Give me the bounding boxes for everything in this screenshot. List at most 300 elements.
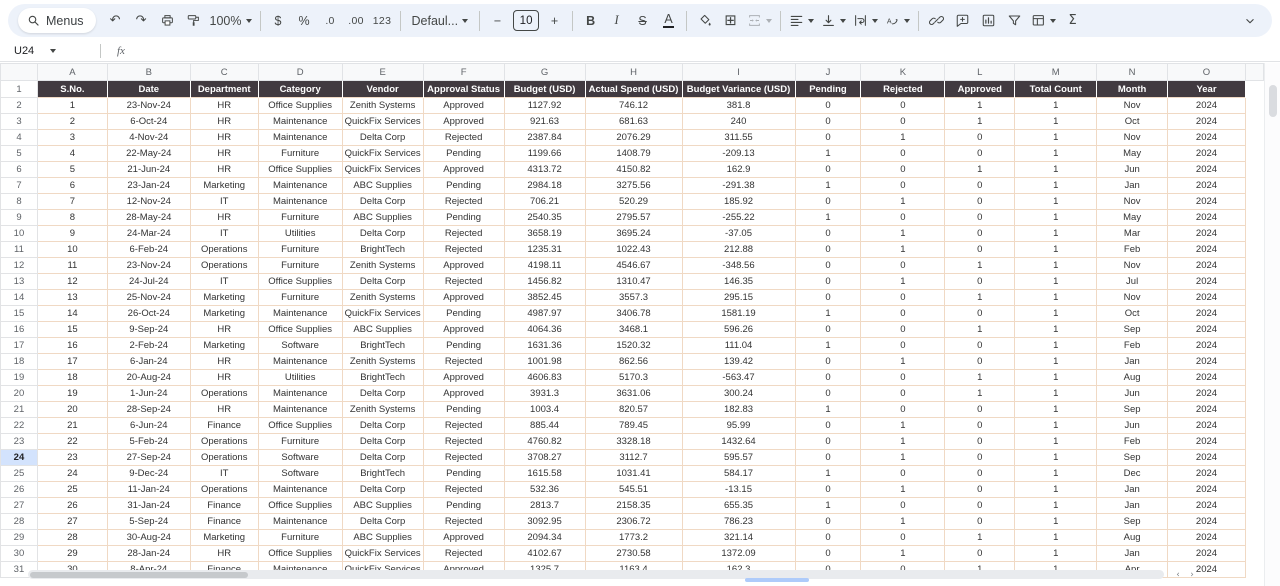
row-header-31[interactable]: 31 [1,562,38,578]
data-cell-K27[interactable]: 0 [861,498,945,514]
data-cell-A5[interactable]: 4 [37,146,107,162]
data-cell-H5[interactable]: 1408.79 [585,146,682,162]
vertical-scroll-thumb[interactable] [1269,85,1277,117]
data-cell-L24[interactable]: 0 [945,450,1015,466]
row-header-1[interactable]: 1 [1,81,38,98]
data-cell-B19[interactable]: 20-Aug-24 [107,370,190,386]
data-cell-H18[interactable]: 862.56 [585,354,682,370]
data-cell-A27[interactable]: 26 [37,498,107,514]
data-cell-M21[interactable]: 1 [1015,402,1097,418]
data-cell-L10[interactable]: 0 [945,226,1015,242]
data-cell-A16[interactable]: 15 [37,322,107,338]
data-cell-J28[interactable]: 0 [795,514,861,530]
data-cell-H14[interactable]: 3557.3 [585,290,682,306]
data-cell-I27[interactable]: 655.35 [682,498,795,514]
print-button[interactable] [155,8,180,33]
data-cell-M28[interactable]: 1 [1015,514,1097,530]
data-cell-J27[interactable]: 1 [795,498,861,514]
data-cell-J17[interactable]: 1 [795,338,861,354]
data-cell-M24[interactable]: 1 [1015,450,1097,466]
data-cell-D22[interactable]: Office Supplies [258,418,342,434]
data-cell-C10[interactable]: IT [190,226,258,242]
data-cell-J7[interactable]: 1 [795,178,861,194]
data-cell-E30[interactable]: QuickFix Services [342,546,423,562]
data-cell-L29[interactable]: 1 [945,530,1015,546]
data-cell-C4[interactable]: HR [190,130,258,146]
data-cell-G19[interactable]: 4606.83 [504,370,585,386]
data-cell-N21[interactable]: Sep [1097,402,1168,418]
data-cell-N17[interactable]: Feb [1097,338,1168,354]
data-cell-E12[interactable]: Zenith Systems [342,258,423,274]
data-cell-C13[interactable]: IT [190,274,258,290]
data-cell-D24[interactable]: Software [258,450,342,466]
data-cell-K8[interactable]: 1 [861,194,945,210]
data-cell-A24[interactable]: 23 [37,450,107,466]
header-cell[interactable]: Pending [795,81,861,98]
data-cell-B10[interactable]: 24-Mar-24 [107,226,190,242]
data-cell-F2[interactable]: Approved [423,98,504,114]
data-cell-K14[interactable]: 0 [861,290,945,306]
data-cell-B24[interactable]: 27-Sep-24 [107,450,190,466]
data-cell-D11[interactable]: Furniture [258,242,342,258]
decrease-font-size-button[interactable]: − [493,13,502,28]
data-cell-N13[interactable]: Jul [1097,274,1168,290]
data-cell-O22[interactable]: 2024 [1168,418,1246,434]
data-cell-B11[interactable]: 6-Feb-24 [107,242,190,258]
data-cell-I15[interactable]: 1581.19 [682,306,795,322]
data-cell-M9[interactable]: 1 [1015,210,1097,226]
row-header-19[interactable]: 19 [1,370,38,386]
header-cell[interactable]: Rejected [861,81,945,98]
data-cell-N24[interactable]: Sep [1097,450,1168,466]
data-cell-J5[interactable]: 1 [795,146,861,162]
data-cell-O2[interactable]: 2024 [1168,98,1246,114]
data-cell-J20[interactable]: 0 [795,386,861,402]
data-cell-O24[interactable]: 2024 [1168,450,1246,466]
data-cell-E23[interactable]: Delta Corp [342,434,423,450]
data-cell-L15[interactable]: 0 [945,306,1015,322]
data-cell-C17[interactable]: Marketing [190,338,258,354]
data-cell-G4[interactable]: 2387.84 [504,130,585,146]
column-header-B[interactable]: B [107,64,190,81]
data-cell-L16[interactable]: 1 [945,322,1015,338]
data-cell-J8[interactable]: 0 [795,194,861,210]
data-cell-H3[interactable]: 681.63 [585,114,682,130]
data-cell-D8[interactable]: Maintenance [258,194,342,210]
data-cell-E11[interactable]: BrightTech [342,242,423,258]
data-cell-K30[interactable]: 1 [861,546,945,562]
data-cell-H8[interactable]: 520.29 [585,194,682,210]
scroll-left-button[interactable]: ‹ [1176,570,1180,580]
data-cell-I4[interactable]: 311.55 [682,130,795,146]
data-cell-A11[interactable]: 10 [37,242,107,258]
data-cell-L20[interactable]: 1 [945,386,1015,402]
data-cell-J24[interactable]: 0 [795,450,861,466]
data-cell-H19[interactable]: 5170.3 [585,370,682,386]
data-cell-O26[interactable]: 2024 [1168,482,1246,498]
data-cell-D17[interactable]: Software [258,338,342,354]
data-cell-C3[interactable]: HR [190,114,258,130]
row-header-11[interactable]: 11 [1,242,38,258]
data-cell-K4[interactable]: 1 [861,130,945,146]
data-cell-D28[interactable]: Maintenance [258,514,342,530]
data-cell-I3[interactable]: 240 [682,114,795,130]
data-cell-C23[interactable]: Operations [190,434,258,450]
data-cell-A13[interactable]: 12 [37,274,107,290]
data-cell-C12[interactable]: Operations [190,258,258,274]
data-cell-O27[interactable]: 2024 [1168,498,1246,514]
data-cell-G6[interactable]: 4313.72 [504,162,585,178]
data-cell-G14[interactable]: 3852.45 [504,290,585,306]
data-cell-D30[interactable]: Office Supplies [258,546,342,562]
data-cell-F13[interactable]: Rejected [423,274,504,290]
data-cell-C18[interactable]: HR [190,354,258,370]
data-cell-B21[interactable]: 28-Sep-24 [107,402,190,418]
menus-search[interactable] [18,8,96,33]
data-cell-E21[interactable]: Zenith Systems [342,402,423,418]
data-cell-D20[interactable]: Maintenance [258,386,342,402]
text-rotation-button[interactable] [882,8,913,33]
data-cell-M26[interactable]: 1 [1015,482,1097,498]
data-cell-K10[interactable]: 1 [861,226,945,242]
data-cell-J12[interactable]: 0 [795,258,861,274]
data-cell-G10[interactable]: 3658.19 [504,226,585,242]
select-all-corner[interactable] [1,64,38,81]
data-cell-C15[interactable]: Marketing [190,306,258,322]
data-cell-L14[interactable]: 1 [945,290,1015,306]
data-cell-G23[interactable]: 4760.82 [504,434,585,450]
data-cell-L28[interactable]: 0 [945,514,1015,530]
data-cell-L7[interactable]: 0 [945,178,1015,194]
data-cell-H12[interactable]: 4546.67 [585,258,682,274]
data-cell-C16[interactable]: HR [190,322,258,338]
data-cell-C25[interactable]: IT [190,466,258,482]
functions-button[interactable] [1060,8,1085,33]
data-cell-G21[interactable]: 1003.4 [504,402,585,418]
data-cell-M23[interactable]: 1 [1015,434,1097,450]
data-cell-A14[interactable]: 13 [37,290,107,306]
row-header-16[interactable]: 16 [1,322,38,338]
row-header-8[interactable]: 8 [1,194,38,210]
strikethrough-button[interactable]: S [638,13,647,28]
column-header-E[interactable]: E [342,64,423,81]
data-cell-M10[interactable]: 1 [1015,226,1097,242]
data-cell-O13[interactable]: 2024 [1168,274,1246,290]
data-cell-E5[interactable]: QuickFix Services [342,146,423,162]
data-cell-G22[interactable]: 885.44 [504,418,585,434]
data-cell-O3[interactable]: 2024 [1168,114,1246,130]
data-cell-H11[interactable]: 1022.43 [585,242,682,258]
data-cell-G25[interactable]: 1615.58 [504,466,585,482]
horizontal-scrollbar[interactable] [28,570,1164,579]
data-cell-D15[interactable]: Maintenance [258,306,342,322]
data-cell-N9[interactable]: May [1097,210,1168,226]
horizontal-scroll-thumb[interactable] [30,572,248,578]
data-cell-F20[interactable]: Approved [423,386,504,402]
data-cell-M19[interactable]: 1 [1015,370,1097,386]
row-header-3[interactable]: 3 [1,114,38,130]
data-cell-K17[interactable]: 0 [861,338,945,354]
row-header-18[interactable]: 18 [1,354,38,370]
data-cell-I9[interactable]: -255.22 [682,210,795,226]
data-cell-A21[interactable]: 20 [37,402,107,418]
data-cell-L4[interactable]: 0 [945,130,1015,146]
header-cell[interactable]: Approval Status [423,81,504,98]
data-cell-I22[interactable]: 95.99 [682,418,795,434]
increase-decimal-button[interactable]: .00 [348,14,364,27]
data-cell-A7[interactable]: 6 [37,178,107,194]
data-cell-K26[interactable]: 1 [861,482,945,498]
data-cell-F22[interactable]: Rejected [423,418,504,434]
header-cell[interactable]: Date [107,81,190,98]
data-cell-D16[interactable]: Office Supplies [258,322,342,338]
merge-cells-button[interactable] [744,8,775,33]
data-cell-G17[interactable]: 1631.36 [504,338,585,354]
data-cell-M29[interactable]: 1 [1015,530,1097,546]
data-cell-B2[interactable]: 23-Nov-24 [107,98,190,114]
data-cell-E14[interactable]: Zenith Systems [342,290,423,306]
data-cell-E27[interactable]: ABC Supplies [342,498,423,514]
data-cell-D7[interactable]: Maintenance [258,178,342,194]
data-cell-K24[interactable]: 1 [861,450,945,466]
data-cell-E22[interactable]: Delta Corp [342,418,423,434]
data-cell-O16[interactable]: 2024 [1168,322,1246,338]
data-cell-G2[interactable]: 1127.92 [504,98,585,114]
header-cell[interactable]: Budget (USD) [504,81,585,98]
data-cell-I5[interactable]: -209.13 [682,146,795,162]
data-cell-E9[interactable]: ABC Supplies [342,210,423,226]
data-cell-H16[interactable]: 3468.1 [585,322,682,338]
header-cell[interactable]: Year [1168,81,1246,98]
data-cell-H27[interactable]: 2158.35 [585,498,682,514]
data-cell-K18[interactable]: 1 [861,354,945,370]
data-cell-J26[interactable]: 0 [795,482,861,498]
data-cell-A23[interactable]: 22 [37,434,107,450]
data-cell-F16[interactable]: Approved [423,322,504,338]
data-cell-K7[interactable]: 0 [861,178,945,194]
data-cell-H6[interactable]: 4150.82 [585,162,682,178]
data-cell-C19[interactable]: HR [190,370,258,386]
data-cell-B4[interactable]: 4-Nov-24 [107,130,190,146]
column-header-D[interactable]: D [258,64,342,81]
data-cell-F25[interactable]: Pending [423,466,504,482]
data-cell-I24[interactable]: 595.57 [682,450,795,466]
header-cell[interactable]: Actual Spend (USD) [585,81,682,98]
data-cell-B17[interactable]: 2-Feb-24 [107,338,190,354]
data-cell-B8[interactable]: 12-Nov-24 [107,194,190,210]
data-cell-J21[interactable]: 1 [795,402,861,418]
data-cell-M16[interactable]: 1 [1015,322,1097,338]
data-cell-L25[interactable]: 0 [945,466,1015,482]
data-cell-O19[interactable]: 2024 [1168,370,1246,386]
data-cell-A19[interactable]: 18 [37,370,107,386]
data-cell-E6[interactable]: QuickFix Services [342,162,423,178]
data-cell-F4[interactable]: Rejected [423,130,504,146]
data-cell-N7[interactable]: Jan [1097,178,1168,194]
data-cell-M22[interactable]: 1 [1015,418,1097,434]
data-cell-D10[interactable]: Utilities [258,226,342,242]
row-header-20[interactable]: 20 [1,386,38,402]
data-cell-A2[interactable]: 1 [37,98,107,114]
data-cell-E16[interactable]: ABC Supplies [342,322,423,338]
data-cell-A4[interactable]: 3 [37,130,107,146]
data-cell-I10[interactable]: -37.05 [682,226,795,242]
data-cell-C6[interactable]: HR [190,162,258,178]
data-cell-H25[interactable]: 1031.41 [585,466,682,482]
data-cell-D5[interactable]: Furniture [258,146,342,162]
data-cell-H9[interactable]: 2795.57 [585,210,682,226]
data-cell-O28[interactable]: 2024 [1168,514,1246,530]
data-cell-G11[interactable]: 1235.31 [504,242,585,258]
text-color-button[interactable] [656,8,681,33]
data-cell-J9[interactable]: 1 [795,210,861,226]
data-cell-O18[interactable]: 2024 [1168,354,1246,370]
data-cell-K12[interactable]: 0 [861,258,945,274]
data-cell-I28[interactable]: 786.23 [682,514,795,530]
data-cell-G30[interactable]: 4102.67 [504,546,585,562]
data-cell-H28[interactable]: 2306.72 [585,514,682,530]
data-cell-I25[interactable]: 584.17 [682,466,795,482]
data-cell-J13[interactable]: 0 [795,274,861,290]
data-cell-F11[interactable]: Rejected [423,242,504,258]
data-cell-J29[interactable]: 0 [795,530,861,546]
data-cell-N14[interactable]: Nov [1097,290,1168,306]
data-cell-D23[interactable]: Furniture [258,434,342,450]
data-cell-D18[interactable]: Maintenance [258,354,342,370]
data-cell-J6[interactable]: 0 [795,162,861,178]
data-cell-O20[interactable]: 2024 [1168,386,1246,402]
format-percent-button[interactable]: % [298,13,310,28]
data-cell-B22[interactable]: 6-Jun-24 [107,418,190,434]
data-cell-I12[interactable]: -348.56 [682,258,795,274]
data-cell-G5[interactable]: 1199.66 [504,146,585,162]
row-header-17[interactable]: 17 [1,338,38,354]
data-cell-F8[interactable]: Rejected [423,194,504,210]
data-cell-L8[interactable]: 0 [945,194,1015,210]
row-header-6[interactable]: 6 [1,162,38,178]
data-cell-N28[interactable]: Sep [1097,514,1168,530]
data-cell-L6[interactable]: 1 [945,162,1015,178]
data-cell-F15[interactable]: Pending [423,306,504,322]
data-cell-F9[interactable]: Pending [423,210,504,226]
row-header-23[interactable]: 23 [1,434,38,450]
data-cell-L30[interactable]: 0 [945,546,1015,562]
data-cell-A20[interactable]: 19 [37,386,107,402]
data-cell-J19[interactable]: 0 [795,370,861,386]
data-cell-O6[interactable]: 2024 [1168,162,1246,178]
row-header-9[interactable]: 9 [1,210,38,226]
data-cell-K19[interactable]: 0 [861,370,945,386]
data-cell-I8[interactable]: 185.92 [682,194,795,210]
data-cell-K5[interactable]: 0 [861,146,945,162]
data-cell-O23[interactable]: 2024 [1168,434,1246,450]
column-header-K[interactable]: K [861,64,945,81]
data-cell-M6[interactable]: 1 [1015,162,1097,178]
data-cell-O21[interactable]: 2024 [1168,402,1246,418]
data-cell-J30[interactable]: 0 [795,546,861,562]
data-cell-H22[interactable]: 789.45 [585,418,682,434]
data-cell-G8[interactable]: 706.21 [504,194,585,210]
data-cell-B23[interactable]: 5-Feb-24 [107,434,190,450]
data-cell-G3[interactable]: 921.63 [504,114,585,130]
vertical-scrollbar[interactable] [1264,63,1280,586]
data-cell-H2[interactable]: 746.12 [585,98,682,114]
data-cell-J23[interactable]: 0 [795,434,861,450]
data-cell-I13[interactable]: 146.35 [682,274,795,290]
data-cell-H24[interactable]: 3112.7 [585,450,682,466]
data-cell-E26[interactable]: Delta Corp [342,482,423,498]
data-cell-H13[interactable]: 1310.47 [585,274,682,290]
data-cell-L2[interactable]: 1 [945,98,1015,114]
data-cell-E2[interactable]: Zenith Systems [342,98,423,114]
data-cell-B14[interactable]: 25-Nov-24 [107,290,190,306]
data-cell-G16[interactable]: 4064.36 [504,322,585,338]
data-cell-B18[interactable]: 6-Jan-24 [107,354,190,370]
data-cell-G18[interactable]: 1001.98 [504,354,585,370]
row-header-7[interactable]: 7 [1,178,38,194]
column-header-J[interactable]: J [795,64,861,81]
data-cell-D6[interactable]: Office Supplies [258,162,342,178]
data-cell-I23[interactable]: 1432.64 [682,434,795,450]
data-cell-J2[interactable]: 0 [795,98,861,114]
font-size-input[interactable]: 10 [513,10,539,31]
data-cell-I7[interactable]: -291.38 [682,178,795,194]
data-cell-F19[interactable]: Approved [423,370,504,386]
data-cell-C9[interactable]: HR [190,210,258,226]
data-cell-M30[interactable]: 1 [1015,546,1097,562]
data-cell-K2[interactable]: 0 [861,98,945,114]
data-cell-B28[interactable]: 5-Sep-24 [107,514,190,530]
data-cell-C14[interactable]: Marketing [190,290,258,306]
data-cell-I6[interactable]: 162.9 [682,162,795,178]
scroll-right-button[interactable]: › [1190,570,1194,580]
data-cell-G26[interactable]: 532.36 [504,482,585,498]
data-cell-N22[interactable]: Jun [1097,418,1168,434]
data-cell-C24[interactable]: Operations [190,450,258,466]
data-cell-H15[interactable]: 3406.78 [585,306,682,322]
data-cell-B5[interactable]: 22-May-24 [107,146,190,162]
data-cell-O14[interactable]: 2024 [1168,290,1246,306]
data-cell-D4[interactable]: Maintenance [258,130,342,146]
data-cell-N19[interactable]: Aug [1097,370,1168,386]
data-cell-D26[interactable]: Maintenance [258,482,342,498]
data-cell-G20[interactable]: 3931.3 [504,386,585,402]
bold-button[interactable]: B [586,13,596,28]
hide-toolbar-button[interactable] [1237,8,1262,33]
data-cell-I11[interactable]: 212.88 [682,242,795,258]
row-header-10[interactable]: 10 [1,226,38,242]
data-cell-F7[interactable]: Pending [423,178,504,194]
insert-chart-button[interactable] [976,8,1001,33]
data-cell-L12[interactable]: 1 [945,258,1015,274]
data-cell-E19[interactable]: BrightTech [342,370,423,386]
data-cell-I20[interactable]: 300.24 [682,386,795,402]
data-cell-I18[interactable]: 139.42 [682,354,795,370]
data-cell-N2[interactable]: Nov [1097,98,1168,114]
row-header-28[interactable]: 28 [1,514,38,530]
data-cell-K9[interactable]: 0 [861,210,945,226]
data-cell-A22[interactable]: 21 [37,418,107,434]
data-cell-H20[interactable]: 3631.06 [585,386,682,402]
data-cell-D27[interactable]: Office Supplies [258,498,342,514]
data-cell-C22[interactable]: Finance [190,418,258,434]
data-cell-M12[interactable]: 1 [1015,258,1097,274]
data-cell-G7[interactable]: 2984.18 [504,178,585,194]
data-cell-O30[interactable]: 2024 [1168,546,1246,562]
data-cell-B27[interactable]: 31-Jan-24 [107,498,190,514]
vertical-align-button[interactable] [818,8,849,33]
data-cell-H30[interactable]: 2730.58 [585,546,682,562]
